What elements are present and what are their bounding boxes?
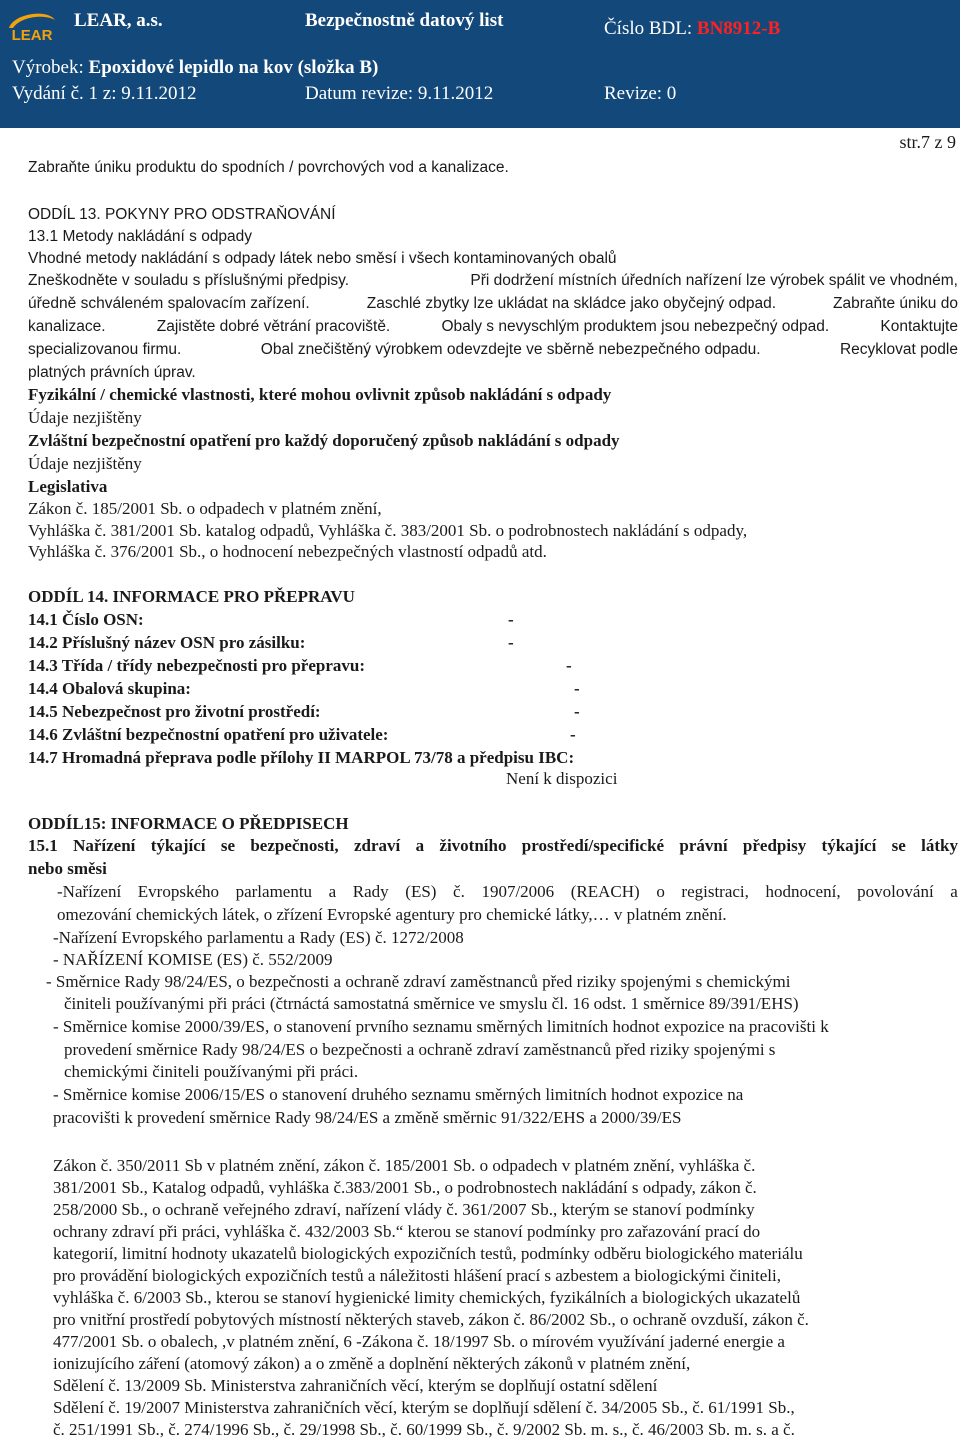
text-span: Zabraňte úniku do bbox=[833, 295, 958, 312]
word: (ES) bbox=[405, 882, 437, 901]
legislation-heading: Legislativa bbox=[28, 477, 108, 496]
law-line: pro vnitřní prostředí pobytových místností některých staveb, zákon č. 86/2002 Sb., o ochraně ovzduší, zákon č. bbox=[53, 1310, 809, 1329]
product-line bbox=[12, 57, 378, 79]
transport-row-value: - bbox=[508, 610, 514, 629]
transport-row-label: 14.2 Příslušný název OSN pro zásilku: bbox=[28, 633, 306, 652]
word: životního bbox=[439, 836, 507, 855]
physchem-waste-value: Údaje nezjištěny bbox=[28, 408, 142, 427]
word: a bbox=[415, 836, 425, 855]
word: -Nařízení bbox=[57, 882, 122, 901]
word: týkající bbox=[150, 836, 206, 855]
text-span: Kontaktujte bbox=[880, 318, 958, 335]
transport-row-value: - bbox=[508, 633, 514, 652]
section-13-paragraph-line: platných právních úprav. bbox=[28, 364, 196, 381]
word: bezpečnosti, bbox=[250, 836, 339, 855]
document-title: Bezpečnostně datový list bbox=[305, 10, 504, 31]
word: předpisy bbox=[742, 836, 807, 855]
regulation-line bbox=[57, 881, 958, 903]
legislation-line: Zákon č. 185/2001 Sb. o odpadech v platném znění, bbox=[28, 499, 382, 518]
law-line: vyhláška č. 6/2003 Sb., kterou se stanoví hygienické limity chemických, fyzikálních a biologických ukazatelů bbox=[53, 1288, 801, 1307]
word: o bbox=[656, 882, 665, 901]
bdl-label: Číslo BDL: bbox=[604, 18, 693, 39]
word: a bbox=[328, 882, 337, 901]
transport-row-label: 14.6 Zvláštní bezpečnostní opatření pro uživatele: bbox=[28, 725, 389, 744]
word: (REACH) bbox=[570, 882, 640, 901]
transport-row-label: 14.4 Obalová skupina: bbox=[28, 679, 191, 698]
section-13-title: ODDÍL 13. POKYNY PRO ODSTRAŇOVÁNÍ bbox=[28, 206, 336, 223]
word: parlamentu bbox=[235, 882, 313, 901]
law-line: Sdělení č. 13/2009 Sb. Ministerstva zahraničních věcí, kterým se doplňují ostatní sdělení bbox=[53, 1376, 658, 1395]
word: hodnocení, bbox=[765, 882, 841, 901]
transport-row-label: 14.3 Třída / třídy nebezpečnosti pro přepravu: bbox=[28, 656, 366, 675]
bdl-number bbox=[604, 18, 780, 40]
text-span: Zneškodněte v souladu s příslušnými předpisy. bbox=[28, 272, 350, 289]
transport-row-value: Není k dispozici bbox=[506, 769, 618, 788]
word: prostředí/specifické bbox=[521, 836, 665, 855]
regulation-line: - Směrnice komise 2000/39/ES, o stanovení prvního seznamu směrných limitních hodnot expozice na pracovišti k bbox=[53, 1017, 829, 1036]
law-line: 258/2000 Sb., o ochraně veřejného zdraví, nařízení vlády č. 361/2007 Sb., kterým se stanoví podmínky bbox=[53, 1200, 755, 1219]
text-span: Obal znečištěný výrobkem odevzdejte ve sběrně nebezpečného odpadu. bbox=[260, 341, 761, 358]
regulation-line: pracovišti k provedení směrnice Rady 98/24/ES a změně směrnic 91/322/EHS a 2000/39/ES bbox=[53, 1108, 682, 1127]
word: povolování bbox=[857, 882, 934, 901]
bdl-value: BN8912-B bbox=[696, 18, 781, 39]
law-line: Zákon č. 350/2011 Sb v platném znění, zákon č. 185/2001 Sb. o odpadech v platném znění, vyhláška č. bbox=[53, 1156, 756, 1175]
word: 1907/2006 bbox=[481, 882, 555, 901]
text-span: Recyklovat podle bbox=[839, 341, 958, 358]
section-15-1-heading bbox=[28, 835, 958, 857]
text-span: specializovanou firmu. bbox=[28, 341, 182, 358]
word: 15.1 bbox=[28, 836, 58, 855]
lear-logo bbox=[3, 6, 61, 46]
word: právní bbox=[679, 836, 728, 855]
text-span: kanalizace. bbox=[28, 318, 106, 335]
law-line: Sdělení č. 19/2007 Ministerstva zahraničních věcí, kterým se doplňují sdělení č. 34/2005 Sb., č. 61/1991 Sb., bbox=[53, 1398, 795, 1417]
revision-number: Revize: 0 bbox=[604, 83, 677, 104]
word: č. bbox=[453, 882, 465, 901]
revision-date: Datum revize: 9.11.2012 bbox=[305, 83, 494, 104]
special-measures-heading: Zvláštní bezpečnostní opatření pro každý doporučený způsob nakládání s odpady bbox=[28, 431, 620, 450]
transport-row-value: - bbox=[570, 725, 576, 744]
word: zdraví bbox=[353, 836, 401, 855]
section-13-1-subheading: Vhodné metody nakládání s odpady látek nebo směsí i všech kontaminovaných obalů bbox=[28, 250, 617, 267]
issue-info: Vydání č. 1 z: 9.11.2012 bbox=[12, 83, 197, 104]
law-line: 381/2001 Sb., Katalog odpadů, vyhláška č.383/2001 Sb., o podrobnostech nakládání s odpady, zákon č. bbox=[53, 1178, 757, 1197]
word: látky bbox=[921, 836, 958, 855]
transport-row-value: - bbox=[574, 702, 580, 721]
section-13-paragraph-line bbox=[28, 316, 958, 338]
law-line: č. 251/1991 Sb., č. 274/1996 Sb., č. 29/1998 Sb., č. 60/1999 Sb., č. 9/2002 Sb. m. s., č. 46/2003 Sb. m. s. a č. bbox=[53, 1420, 795, 1439]
word: Evropského bbox=[137, 882, 219, 901]
word: se bbox=[891, 836, 906, 855]
special-measures-value: Údaje nezjištěny bbox=[28, 454, 142, 473]
physchem-waste-heading: Fyzikální / chemické vlastnosti, které mohou ovlivnit způsob nakládání s odpady bbox=[28, 385, 612, 404]
law-line: ionizujícího záření (atomový zákon) a o změně a doplnění některých zákonů v platném znění, bbox=[53, 1354, 691, 1373]
regulation-line: činiteli používanými při práci (čtrnáctá samostatná směrnice ve smyslu čl. 16 odst. 1 směrnice 89/391/EHS) bbox=[64, 994, 799, 1013]
company-name: LEAR, a.s. bbox=[74, 10, 163, 31]
transport-row-value: - bbox=[566, 656, 572, 675]
legislation-line: Vyhláška č. 381/2001 Sb. katalog odpadů, Vyhláška č. 383/2001 Sb. o podrobnostech nakládání s odpady, bbox=[28, 521, 748, 540]
product-label: Výrobek: bbox=[12, 57, 84, 78]
legislation-line: Vyhláška č. 376/2001 Sb., o hodnocení nebezpečných vlastností odpadů atd. bbox=[28, 542, 547, 561]
text-span: Zaschlé zbytky lze ukládat na skládce jako obyčejný odpad. bbox=[366, 295, 777, 312]
word: týkající bbox=[821, 836, 877, 855]
text-span: Obaly s nevyschlým produktem jsou nebezpečný odpad. bbox=[441, 318, 830, 335]
section-15-title: ODDÍL15: INFORMACE O PŘEDPISECH bbox=[28, 814, 349, 833]
regulation-line: chemickými činiteli používanými při práci. bbox=[64, 1062, 359, 1081]
law-line: ochrany zdraví při práci, vyhláška č. 432/2003 Sb.“ kterou se stanoví podmínky pro zařazování prací do bbox=[53, 1222, 761, 1241]
transport-row-label: 14.7 Hromadná přeprava podle přílohy II MARPOL 73/78 a předpisu IBC: bbox=[28, 748, 575, 767]
word: Rady bbox=[352, 882, 389, 901]
law-line: pro provádění biologických expozičních testů a náležitosti hlášení prací s azbestem a biologickými činiteli, bbox=[53, 1266, 781, 1285]
law-line: 477/2001 Sb. o obalech, ,v platném znění, 6 -Zákona č. 18/1997 Sb. o mírovém využívání jaderné energie a bbox=[53, 1332, 785, 1351]
transport-row-label: 14.1 Číslo OSN: bbox=[28, 610, 144, 629]
text-span: úředně schváleném spalovacím zařízení. bbox=[28, 295, 310, 312]
regulation-line: - Směrnice komise 2006/15/ES o stanovení druhého seznamu směrných limitních hodnot expozice na bbox=[53, 1085, 744, 1104]
regulation-line: -Nařízení Evropského parlamentu a Rady (ES) č. 1272/2008 bbox=[53, 928, 464, 947]
intro-text: Zabraňte úniku produktu do spodních / povrchových vod a kanalizace. bbox=[28, 159, 509, 176]
text-span: Při dodržení místních úředních nařízení lze výrobek spálit ve vhodném, bbox=[470, 272, 958, 289]
regulation-line: - NAŘÍZENÍ KOMISE (ES) č. 552/2009 bbox=[53, 950, 333, 969]
text-span: Zajistěte dobré větrání pracoviště. bbox=[156, 318, 391, 335]
product-value: Epoxidové lepidlo na kov (složka B) bbox=[88, 57, 379, 78]
page-number: str.7 z 9 bbox=[899, 132, 956, 152]
section-13-paragraph-line bbox=[28, 270, 958, 292]
logo-swoosh bbox=[9, 14, 55, 28]
regulation-line: omezování chemických látek, o zřízení Evropské agentury pro chemické látky,… v platném znění. bbox=[57, 905, 727, 924]
transport-row-label: 14.5 Nebezpečnost pro životní prostředí: bbox=[28, 702, 321, 721]
regulation-line: provedení směrnice Rady 98/24/ES o bezpečnosti a ochraně zdraví zaměstnanců před riziky spojenými s bbox=[64, 1040, 776, 1059]
transport-row-value: - bbox=[574, 679, 580, 698]
section-15-1-heading-cont: nebo směsi bbox=[28, 859, 107, 878]
section-14-title: ODDÍL 14. INFORMACE PRO PŘEPRAVU bbox=[28, 587, 355, 606]
regulation-line: - Směrnice Rady 98/24/ES, o bezpečnosti a ochraně zdraví zaměstnanců před riziky spojenými s chemickými bbox=[46, 972, 791, 991]
word: a bbox=[950, 882, 958, 901]
section-13-1-heading: 13.1 Metody nakládání s odpady bbox=[28, 228, 253, 245]
word: se bbox=[220, 836, 236, 855]
section-13-paragraph-line bbox=[28, 293, 958, 315]
document-header bbox=[0, 0, 960, 128]
word: Nařízení bbox=[73, 836, 136, 855]
word: registraci, bbox=[681, 882, 749, 901]
law-line: kategorií, limitní hodnoty ukazatelů biologických expozičních testů, podmínky odběru biologického materiálu bbox=[53, 1244, 803, 1263]
logo-text: LEAR bbox=[11, 27, 53, 44]
section-13-paragraph-line bbox=[28, 339, 958, 361]
